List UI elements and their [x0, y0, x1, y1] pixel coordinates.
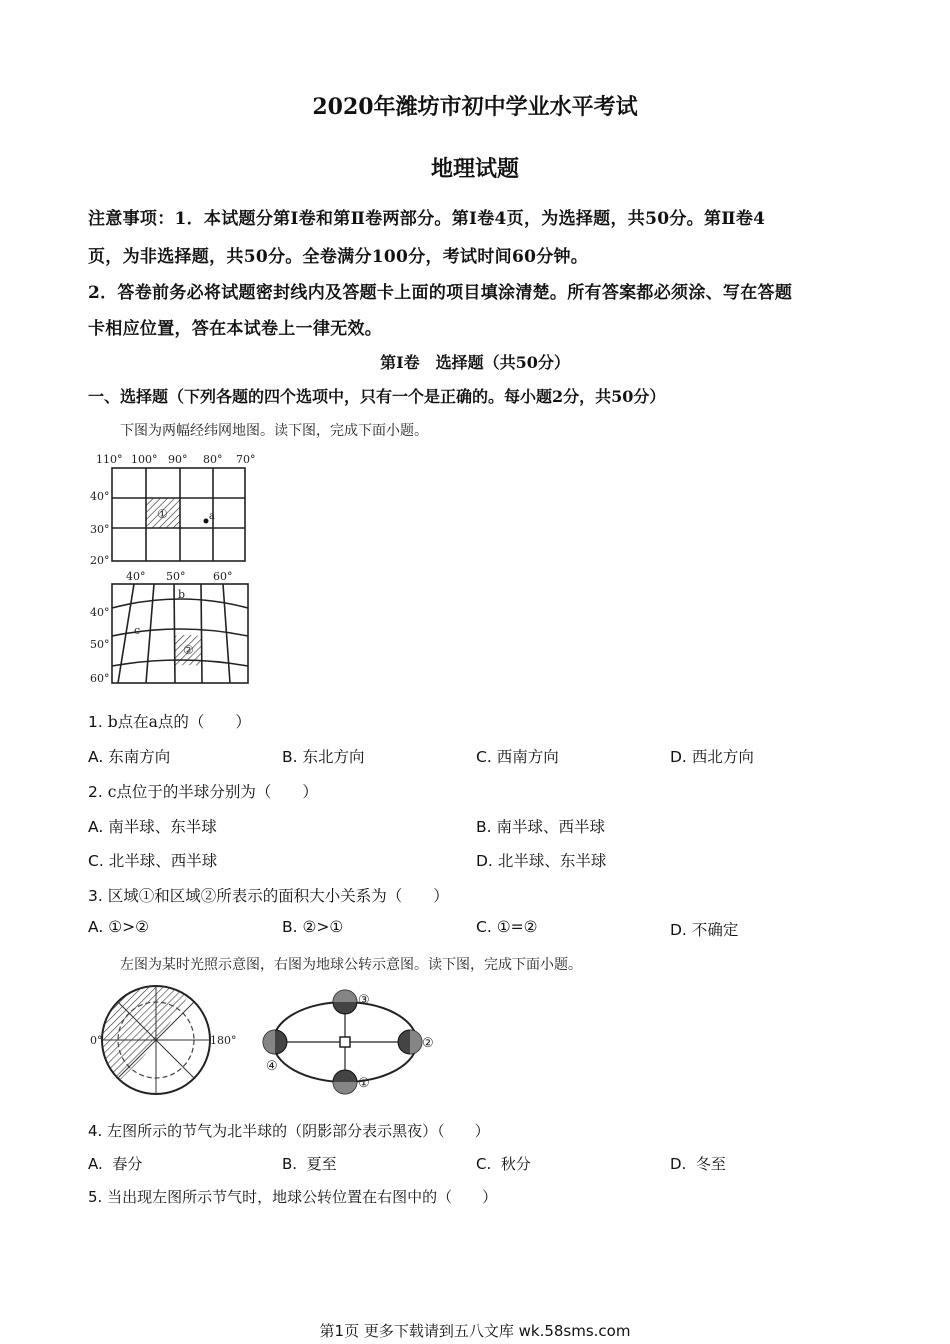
- option-1a[interactable]: A. 东南方向: [88, 748, 171, 766]
- graticule-map-2: [88, 568, 263, 690]
- orbit-diagram: [250, 984, 450, 1102]
- exam-title: 2020年潍坊市初中学业水平考试: [312, 94, 638, 120]
- question-4: [88, 1120, 490, 1141]
- point-a-label: a: [209, 511, 215, 522]
- section-title: 第Ⅰ卷 选择题（共50分）: [380, 353, 570, 372]
- map1-lon-label: 70°: [236, 453, 256, 466]
- notice-line-2: 页，为非选择题，共50分。全卷满分100分，考试时间60分钟。: [88, 247, 589, 267]
- question-stem: 区域①和区域②所表示的面积大小关系为（ ）: [107, 887, 449, 905]
- page-footer: 第1页 更多下载请到五八文库 wk.58sms.com: [319, 1322, 631, 1340]
- map2-lat-label: 50°: [90, 638, 110, 651]
- option-2b[interactable]: B. 南半球、西半球: [476, 818, 606, 836]
- question-3: [88, 884, 449, 906]
- option-3c[interactable]: C. ①=②: [476, 918, 538, 936]
- map1-lon-label: 80°: [203, 453, 223, 466]
- question-number: 1.: [88, 713, 103, 731]
- map1-lat-label: 30°: [90, 523, 110, 536]
- illumination-label-0: 0°: [90, 1034, 103, 1047]
- region-1-label: ①: [157, 507, 168, 521]
- map1-lon-label: 90°: [168, 453, 188, 466]
- question-number: 2.: [88, 783, 103, 801]
- group2-intro: 左图为某时光照示意图，右图为地球公转示意图。读下图，完成下面小题。: [120, 957, 582, 973]
- map2-lon-label: 40°: [126, 570, 146, 583]
- exam-subtitle: 地理试题: [430, 156, 519, 182]
- option-4c[interactable]: C. 秋分: [476, 1155, 531, 1173]
- option-3a[interactable]: A. ①>②: [88, 918, 149, 936]
- question-number: 4.: [88, 1122, 103, 1140]
- option-4a[interactable]: A. 春分: [88, 1155, 143, 1173]
- point-a-marker: [204, 519, 209, 524]
- map1-lon-label: 110°: [96, 453, 123, 466]
- question-1: [88, 710, 251, 732]
- question-stem: b点在a点的（ ）: [107, 713, 251, 731]
- question-number: 5.: [88, 1188, 103, 1206]
- option-2c[interactable]: C. 北半球、西半球: [88, 852, 218, 870]
- option-3d[interactable]: D. 不确定: [670, 921, 739, 939]
- option-2d[interactable]: D. 北半球、东半球: [476, 852, 607, 870]
- notice-line-3: 2．答卷前务必将试题密封线内及答题卡上面的项目填涂清楚。所有答案都必须涂、写在答题: [88, 283, 793, 303]
- map2-lat-label: 60°: [90, 672, 110, 685]
- question-2: [88, 780, 318, 802]
- question-stem: 左图所示的节气为北半球的（阴影部分表示黑夜）（ ）: [107, 1122, 490, 1140]
- section-part1: 一、选择题（下列各题的四个选项中，只有一个是正确的。每小题2分，共50分）: [88, 387, 666, 406]
- map1-lat-label: 20°: [90, 554, 110, 567]
- map1-lat-label: 40°: [90, 490, 110, 503]
- option-2a[interactable]: A. 南半球、东半球: [88, 818, 217, 836]
- orbit-position-2: ②: [422, 1036, 434, 1051]
- graticule-map-1: [88, 450, 263, 568]
- map1-lon-label: 100°: [131, 453, 158, 466]
- map2-lat-label: 40°: [90, 606, 110, 619]
- group1-intro: 下图为两幅经纬网地图。读下图，完成下面小题。: [120, 423, 428, 439]
- option-4b[interactable]: B. 夏至: [282, 1155, 337, 1173]
- point-c-label: c: [134, 624, 141, 637]
- point-b-label: b: [178, 588, 186, 601]
- notice-line-4: 卡相应位置，答在本试卷上一律无效。: [88, 319, 383, 339]
- question-stem: c点位于的半球分别为（ ）: [107, 783, 318, 801]
- map2-lon-label: 60°: [213, 570, 233, 583]
- illumination-label-180: 180°: [210, 1034, 237, 1047]
- option-1d[interactable]: D. 西北方向: [670, 748, 754, 766]
- option-1c[interactable]: C. 西南方向: [476, 748, 559, 766]
- option-3b[interactable]: B. ②>①: [282, 918, 344, 936]
- orbit-position-3: ③: [358, 993, 370, 1008]
- question-5: [88, 1186, 497, 1207]
- map2-lon-label: 50°: [166, 570, 186, 583]
- question-stem: 当出现左图所示节气时，地球公转位置在右图中的（ ）: [107, 1188, 498, 1206]
- sun-icon: [340, 1037, 350, 1047]
- option-1b[interactable]: B. 东北方向: [282, 748, 365, 766]
- region-2-label: ②: [183, 643, 194, 657]
- question-number: 3.: [88, 887, 103, 905]
- orbit-position-4: ④: [266, 1059, 278, 1074]
- option-4d[interactable]: D. 冬至: [670, 1155, 726, 1173]
- notice-line-1: 注意事项：1．本试题分第Ⅰ卷和第Ⅱ卷两部分。第Ⅰ卷4页，为选择题，共50分。第Ⅱ卷4: [88, 209, 766, 229]
- orbit-position-1: ①: [358, 1076, 370, 1091]
- illumination-diagram: [88, 984, 238, 1102]
